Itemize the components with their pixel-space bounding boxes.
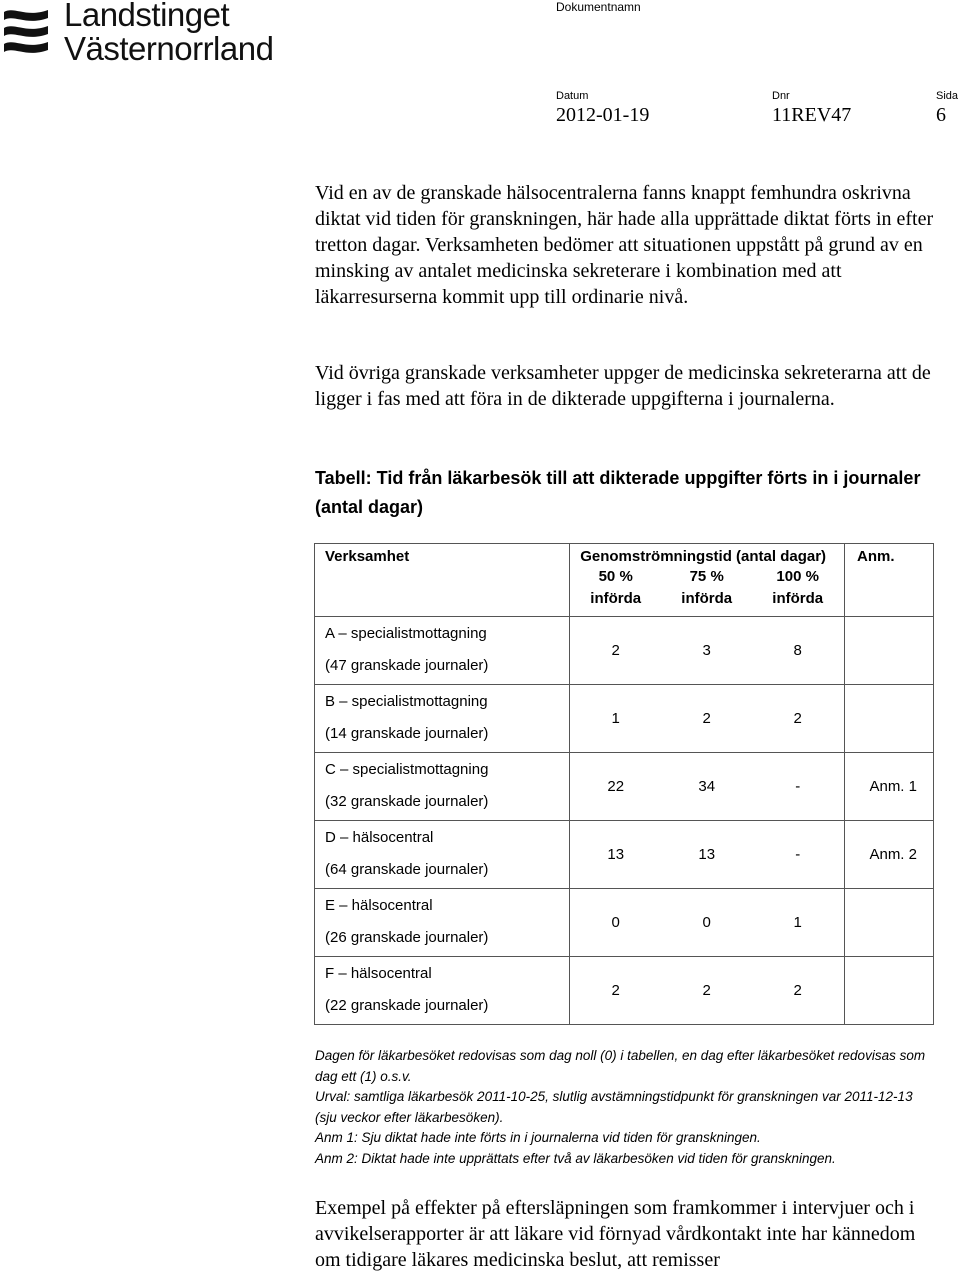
- row-values: 2 3 8: [570, 617, 845, 685]
- row-anm: Anm. 1: [845, 753, 934, 821]
- row-anm: [845, 685, 934, 753]
- table-caption: Tabell: Tid från läkarbesök till att dikterade uppgifter förts in i journaler (antal dagar): [315, 468, 921, 517]
- document-name-label: Dokumentnamn: [556, 0, 641, 14]
- row-values: 13 13 -: [570, 821, 845, 889]
- row-anm: [845, 957, 934, 1025]
- lead-time-table: [314, 543, 934, 1025]
- dnr-value: 11REV47: [772, 104, 852, 126]
- table-row: [315, 957, 934, 1025]
- body-paragraph-2: Vid övriga granskade verksamheter uppger de medicinska sekreterarna att de ligger i fas med att föra in de dikterade uppgifterna i journalerna.: [315, 362, 931, 410]
- header-verksamhet: Verksamhet: [315, 544, 570, 617]
- table-row: [315, 685, 934, 753]
- table-notes: [315, 1046, 935, 1169]
- row-label: A – specialistmottagning (47 granskade journaler): [315, 617, 570, 685]
- row-values: 0 0 1: [570, 889, 845, 957]
- row-label: C – specialistmottagning (32 granskade journaler): [315, 753, 570, 821]
- organization-logo: [0, 0, 300, 72]
- page-number: 6: [936, 104, 946, 126]
- header-100: 100 % införda: [772, 568, 824, 607]
- row-label: F – hälsocentral (22 granskade journaler): [315, 957, 570, 1025]
- date-value: 2012-01-19: [556, 104, 650, 126]
- row-label: D – hälsocentral (64 granskade journaler): [315, 821, 570, 889]
- header-75: 75 % införda: [681, 568, 733, 607]
- note-anm-2: Anm 2: Diktat hade inte upprättats efter två av läkarbesöken vid tiden för granskningen.: [315, 1150, 836, 1166]
- logo-wordmark: [64, 0, 273, 66]
- note-day-zero: Dagen för läkarbesöket redovisas som dag noll (0) i tabellen, en dag efter läkarbesöket redovisas som dag ett (1) o.s.v.: [315, 1048, 926, 1084]
- note-anm-1: Anm 1: Sju diktat hade inte förts in i journalerna vid tiden för granskningen.: [315, 1130, 761, 1145]
- table-row: [315, 753, 934, 821]
- table-row: [315, 821, 934, 889]
- logo-line-1: Landstinget: [64, 0, 230, 33]
- landsting-logo-icon: [0, 4, 52, 66]
- table-header-row: [315, 544, 934, 617]
- row-anm: Anm. 2: [845, 821, 934, 889]
- row-label: E – hälsocentral (26 granskade journaler): [315, 889, 570, 957]
- body-paragraph-1: Vid en av de granskade hälsocentralerna fanns knappt femhundra oskrivna diktat vid tiden för granskningen, här hade alla upprättade diktat förts in efter tretton dagar. Verksamheten bedömer att situationen uppstått på grund av en minsking av antalet medicinska sekreterare i kombination med att läkarresurserna kommit upp till ordinarie nivå.: [315, 182, 934, 308]
- header-genomstromning: Genomströmningstid (antal dagar) 50 % införda 75 % införda 100 % införda: [570, 544, 845, 617]
- row-values: 1 2 2: [570, 685, 845, 753]
- percent-headers: [570, 566, 844, 616]
- page-label: Sida: [936, 90, 959, 102]
- row-values: 22 34 -: [570, 753, 845, 821]
- row-anm: [845, 617, 934, 685]
- row-label: B – specialistmottagning (14 granskade journaler): [315, 685, 570, 753]
- row-anm: [845, 889, 934, 957]
- header-anm: Anm.: [845, 544, 934, 617]
- body-paragraph-3: Exempel på effekter på eftersläpningen som framkommer i intervjuer och i avvikelserapporter är att läkare vid förnyad vårdkontakt inte har kännedom om tidigare läkares medicinska beslut, att remisser: [315, 1197, 916, 1271]
- table-row: [315, 617, 934, 685]
- logo-line-2: Västernorrland: [64, 30, 274, 67]
- row-values: 2 2 2: [570, 957, 845, 1025]
- table-row: [315, 889, 934, 957]
- note-selection: Urval: samtliga läkarbesök 2011-10-25, slutlig avstämningstidpunkt för granskningen var 2011-12-13 (sju veckor efter läkarbesöken).: [315, 1089, 913, 1125]
- dnr-label: Dnr: [772, 90, 790, 102]
- date-label: Datum: [556, 90, 589, 102]
- header-50: 50 % införda: [590, 568, 642, 607]
